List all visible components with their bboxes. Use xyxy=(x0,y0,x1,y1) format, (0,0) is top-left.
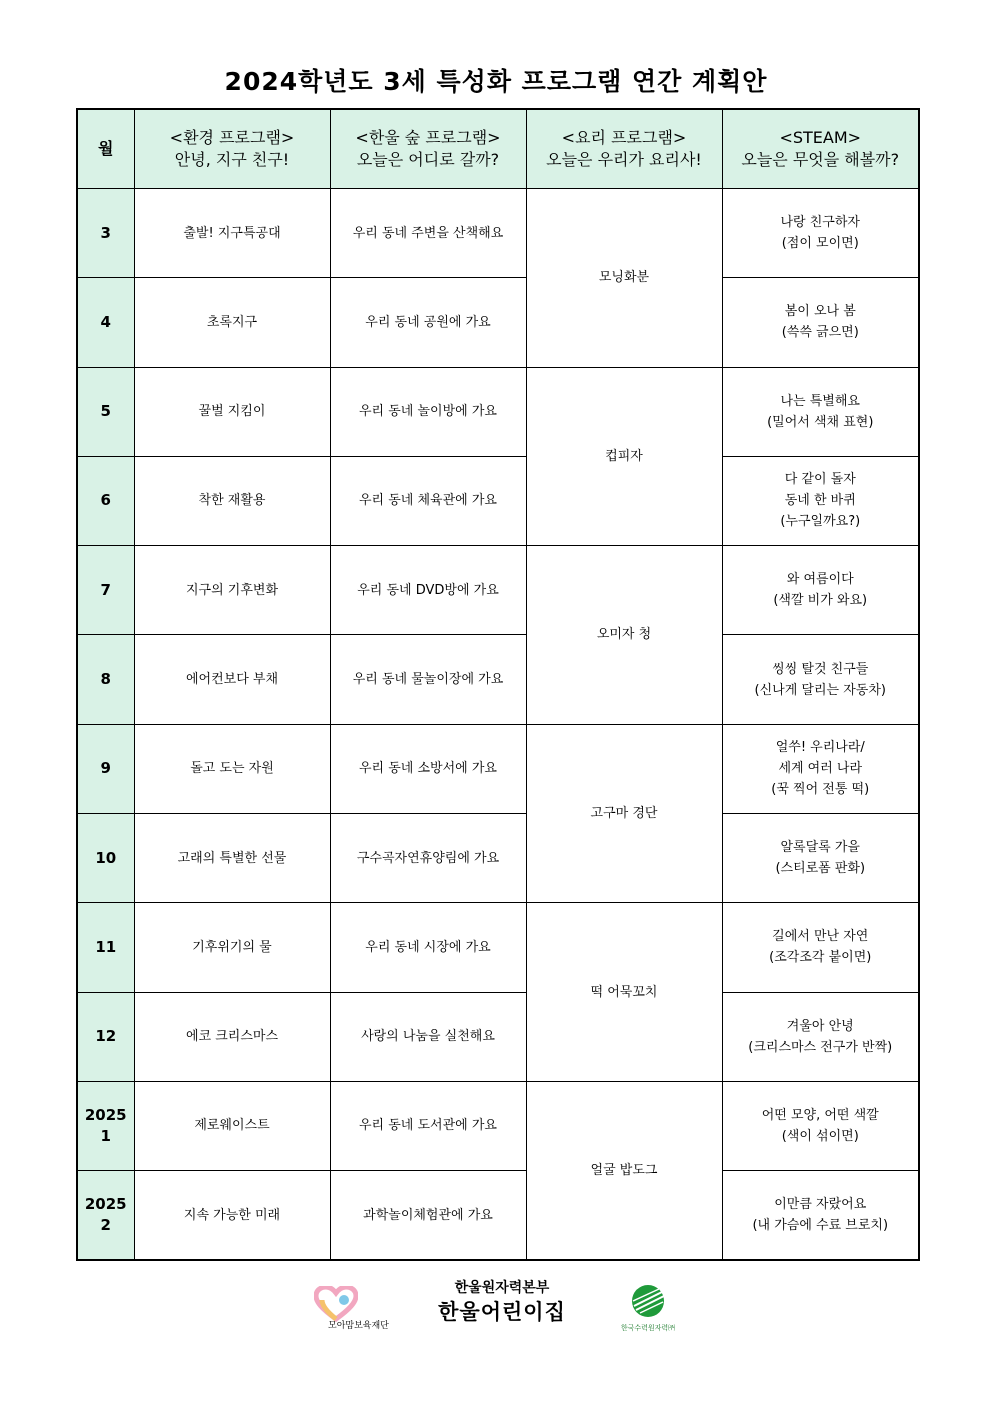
month-cell: 2025 1 xyxy=(77,1081,134,1170)
steam-cell: 나랑 친구하자 (점이 모이면) xyxy=(722,189,919,278)
month-cell: 6 xyxy=(77,456,134,545)
forest-cell: 우리 동네 주변을 산책해요 xyxy=(330,189,526,278)
env-cell: 초록지구 xyxy=(134,278,330,367)
table-row xyxy=(77,278,919,367)
right-logo-label: 한국수력원자력㈜ xyxy=(620,1324,676,1332)
table-row xyxy=(77,992,919,1081)
steam-cell: 길에서 만난 자연 (조각조각 붙이면) xyxy=(722,903,919,992)
forest-cell: 우리 동네 공원에 가요 xyxy=(330,278,526,367)
center-logo-main: 한울어린이집 xyxy=(438,1300,566,1324)
month-cell: 4 xyxy=(77,278,134,367)
header-cooking-program: <요리 프로그램> 오늘은 우리가 요리사! xyxy=(526,109,722,189)
header-steam-program: <STEAM> 오늘은 무엇을 해볼까? xyxy=(722,109,919,189)
table-row xyxy=(77,456,919,545)
forest-cell: 우리 동네 소방서에 가요 xyxy=(330,724,526,813)
env-cell: 에코 크리스마스 xyxy=(134,992,330,1081)
month-cell: 3 xyxy=(77,189,134,278)
steam-cell: 이만큼 자랐어요 (내 가슴에 수료 브로치) xyxy=(722,1171,919,1260)
steam-cell: 씽씽 탈것 친구들 (신나게 달리는 자동차) xyxy=(722,635,919,724)
header-month: 월 xyxy=(77,109,134,189)
cooking-cell: 떡 어묵꼬치 xyxy=(526,903,722,1082)
month-cell: 10 xyxy=(77,813,134,902)
month-cell: 7 xyxy=(77,546,134,635)
table-row xyxy=(77,635,919,724)
header-row xyxy=(77,109,919,189)
forest-cell: 우리 동네 물놀이장에 가요 xyxy=(330,635,526,724)
cooking-cell: 오미자 청 xyxy=(526,546,722,725)
steam-cell: 나는 특별해요 (밀어서 색채 표현) xyxy=(722,367,919,456)
env-cell: 에어컨보다 부채 xyxy=(134,635,330,724)
cooking-cell: 고구마 경단 xyxy=(526,724,722,903)
env-cell: 지구의 기후변화 xyxy=(134,546,330,635)
cooking-cell: 컵피자 xyxy=(526,367,722,546)
table-row xyxy=(77,724,919,813)
steam-cell: 와 여름이다 (색깔 비가 와요) xyxy=(722,546,919,635)
header-environment-program: <환경 프로그램> 안녕, 지구 친구! xyxy=(134,109,330,189)
month-cell: 11 xyxy=(77,903,134,992)
env-cell: 지속 가능한 미래 xyxy=(134,1171,330,1260)
forest-cell: 우리 동네 DVD방에 가요 xyxy=(330,546,526,635)
forest-cell: 과학놀이체험관에 가요 xyxy=(330,1171,526,1260)
month-cell: 9 xyxy=(77,724,134,813)
month-cell: 12 xyxy=(77,992,134,1081)
month-cell: 5 xyxy=(77,367,134,456)
footer xyxy=(0,1278,992,1348)
month-cell: 8 xyxy=(77,635,134,724)
annual-plan-table xyxy=(76,108,920,1261)
heart-logo-icon xyxy=(314,1286,358,1322)
table-row xyxy=(77,903,919,992)
table-row xyxy=(77,1081,919,1170)
cooking-cell: 얼굴 밥도그 xyxy=(526,1081,722,1260)
env-cell: 착한 재활용 xyxy=(134,456,330,545)
cooking-cell: 모닝화분 xyxy=(526,189,722,368)
moamom-foundation-logo xyxy=(312,1286,402,1336)
month-cell: 2025 2 xyxy=(77,1171,134,1260)
env-cell: 출발! 지구특공대 xyxy=(134,189,330,278)
steam-cell: 얼쑤! 우리나라/ 세계 여러 나라 (꾹 찍어 전통 떡) xyxy=(722,724,919,813)
env-cell: 기후위기의 물 xyxy=(134,903,330,992)
center-logo-sub: 한울원자력본부 xyxy=(454,1280,550,1296)
forest-cell: 우리 동네 체육관에 가요 xyxy=(330,456,526,545)
env-cell: 고래의 특별한 선물 xyxy=(134,813,330,902)
forest-cell: 구수곡자연휴양림에 가요 xyxy=(330,813,526,902)
globe-logo-icon xyxy=(623,1284,673,1318)
forest-cell: 우리 동네 놀이방에 가요 xyxy=(330,367,526,456)
env-cell: 제로웨이스트 xyxy=(134,1081,330,1170)
forest-cell: 우리 동네 도서관에 가요 xyxy=(330,1081,526,1170)
steam-cell: 알록달록 가을 (스티로폼 판화) xyxy=(722,813,919,902)
left-logo-label: 모아맘보육재단 xyxy=(328,1321,389,1331)
steam-cell: 겨울아 안녕 (크리스마스 전구가 반짝) xyxy=(722,992,919,1081)
table-row xyxy=(77,813,919,902)
forest-cell: 우리 동네 시장에 가요 xyxy=(330,903,526,992)
table-row xyxy=(77,367,919,456)
table-row xyxy=(77,1171,919,1260)
steam-cell: 어떤 모양, 어떤 색깔 (색이 섞이면) xyxy=(722,1081,919,1170)
env-cell: 꿀벌 지킴이 xyxy=(134,367,330,456)
center-logo xyxy=(422,1278,582,1326)
header-forest-program: <한울 숲 프로그램> 오늘은 어디로 갈까? xyxy=(330,109,526,189)
khnp-logo xyxy=(612,1284,684,1334)
steam-cell: 다 같이 돌자 동네 한 바퀴 (누구일까요?) xyxy=(722,456,919,545)
steam-cell: 봄이 오나 봄 (쓱쓱 긁으면) xyxy=(722,278,919,367)
table-row xyxy=(77,189,919,278)
table-row xyxy=(77,546,919,635)
page-title: 2024학년도 3세 특성화 프로그램 연간 계획안 xyxy=(224,67,768,96)
forest-cell: 사랑의 나눔을 실천해요 xyxy=(330,992,526,1081)
env-cell: 돌고 도는 자원 xyxy=(134,724,330,813)
